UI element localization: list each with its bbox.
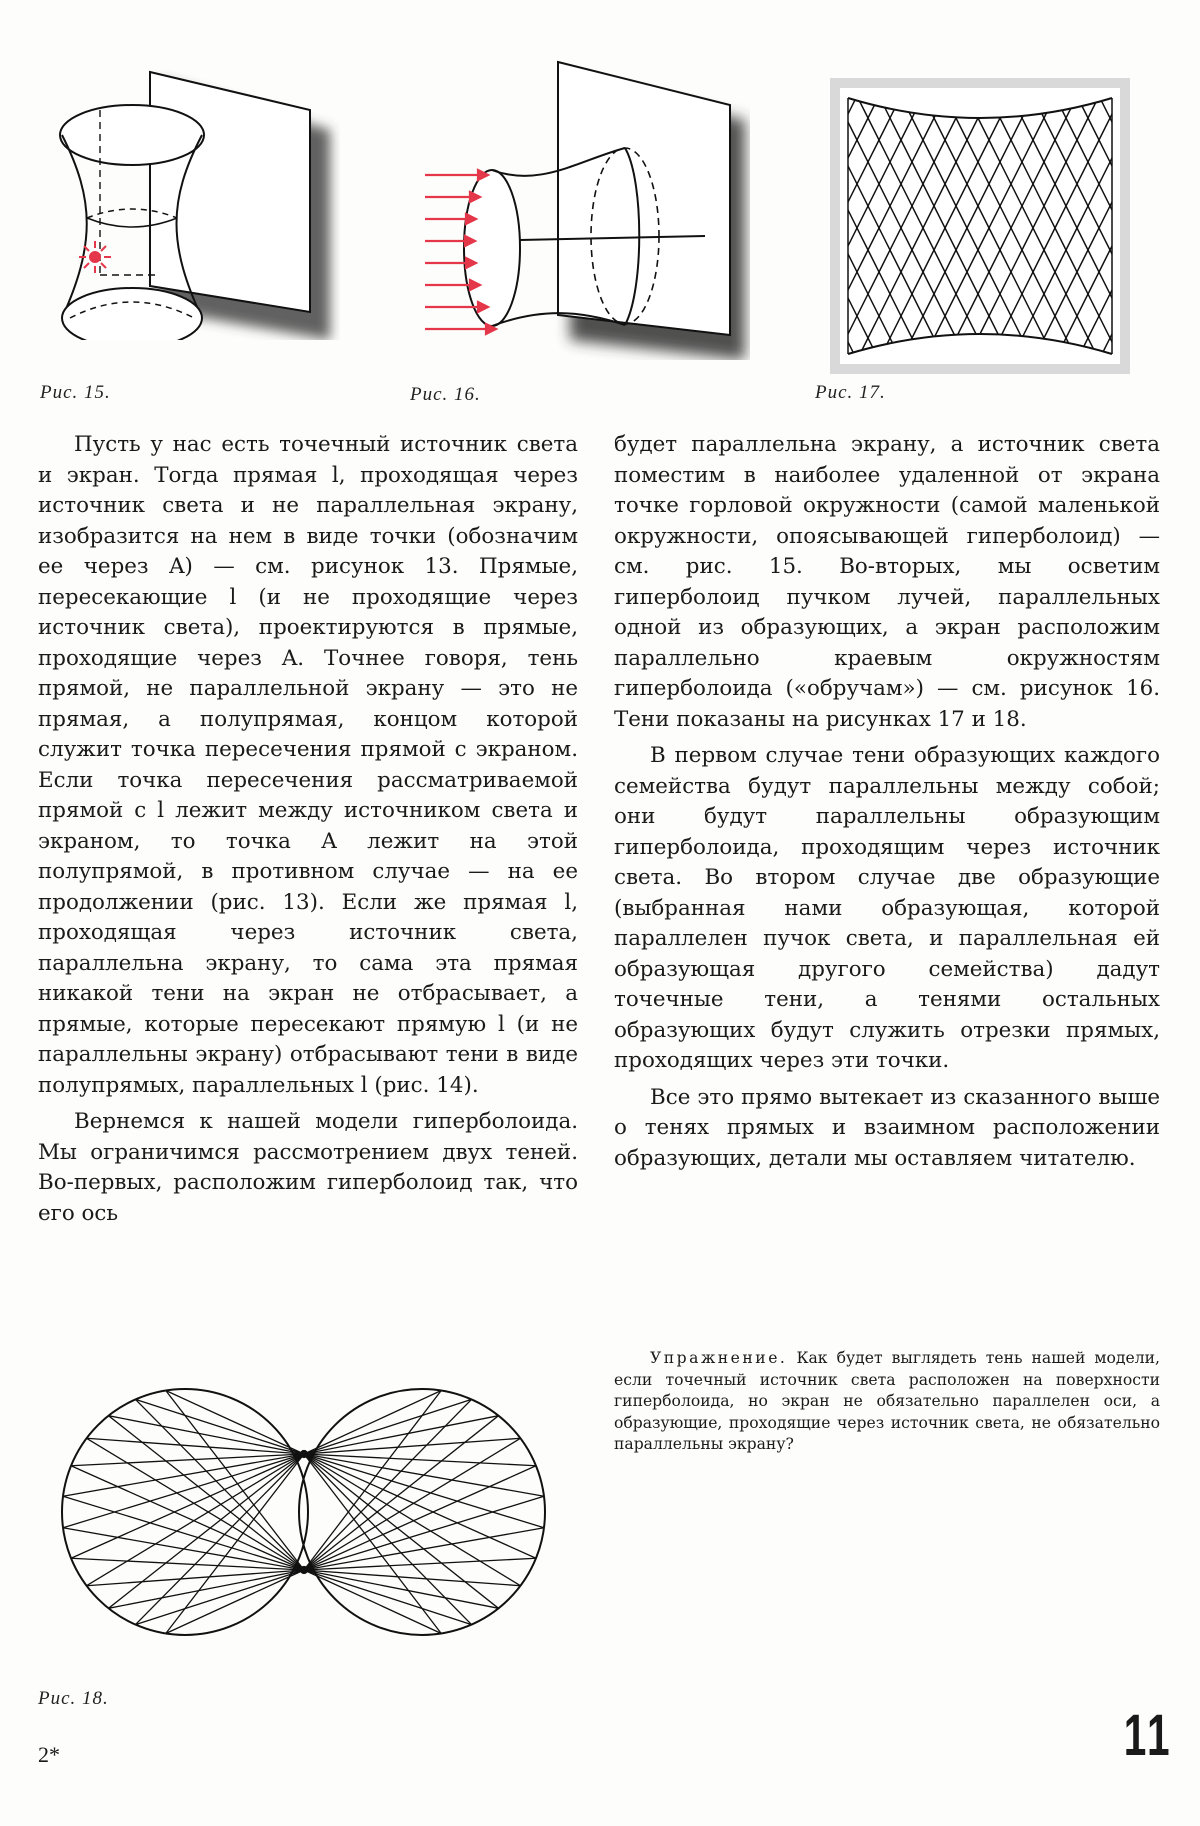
figure-17-caption: Рис. 17. — [815, 382, 886, 403]
figure-18 — [60, 1362, 550, 1662]
figure-16-caption: Рис. 16. — [410, 384, 481, 405]
figure-17 — [830, 78, 1130, 374]
shadow-segment — [109, 1416, 304, 1454]
shadow-segment — [304, 1570, 520, 1586]
shadow-segment — [304, 1399, 471, 1454]
figure-15 — [40, 50, 340, 340]
screen-panel — [150, 72, 310, 312]
paragraph: Вернемся к нашей модели гиперболоида. Мы ограничимся рассмотрением двух теней. Во-первых, расположим гиперболоид так, что его ось — [38, 1109, 578, 1226]
shadow-segment — [87, 1454, 304, 1586]
shadow-segment — [304, 1416, 498, 1454]
point-shadow — [301, 1451, 308, 1458]
figure-16 — [420, 40, 750, 360]
paragraph: Пусть у нас есть точечный источник света и экран. Тогда прямая l, проходящая через источник света и не параллельная экрану, изобразится на нем в виде точки (обозначим ее через A) — см. рисунок 13. Прямые, пересекающие l (и не проходящие через источник света), проектируются в прямые, проходящие через A. Точнее говоря, тень прямой, не параллельной экрану — это не прямая, а полупрямая, концом которой служит точка пересечения прямой с экраном. Если точка пересечения рассматриваемой прямой с l лежит между источником света и экраном, то точка A лежит на этой полупрямой, в противном случае — на ее продолжении (рис. 13). Если же прямая l, проходящая через источник света, параллельна экрану, то сама эта прямая никакой тени на экран не отбрасывает, а прямые, которые пересекают прямую l (и не параллельны экрану) отбрасывают тени в виде полупрямых, параллельных l (рис. 14). — [38, 432, 578, 1098]
shadow-segment — [304, 1438, 520, 1454]
exercise-title: Упражнение. — [650, 1349, 788, 1367]
page-number: 11 — [1123, 1703, 1172, 1768]
text-column-left — [38, 430, 578, 1235]
shadow-segment — [87, 1438, 304, 1454]
shadow-segment — [87, 1438, 304, 1570]
light-source-icon — [79, 241, 111, 273]
shadow-segment — [87, 1570, 304, 1586]
paragraph: будет параллельна экрану, а источник света поместим в наиболее удаленной от экрана точке горловой окружности (самой маленькой окружности, опоясывающей гиперболоид) — см. рис. 15. Во-вторых, мы осветим гиперболоид пучком лучей, параллельных одной из образующих, а экран расположим параллельно краевым окружностям гиперболоида («обручам») — см. рисунок 16. Тени показаны на рисунках 17 и 18. — [614, 432, 1160, 732]
shadow-segment — [304, 1454, 520, 1586]
shadow-segment — [304, 1570, 471, 1625]
exercise-text: Как будет выглядеть тень нашей модели, если точечный источник света расположен на поверхности гиперболоида, но экран не обязательно параллелен оси, а образующие, проходящие через источник света, не обязательно параллельны экрану? — [614, 1349, 1160, 1453]
figure-15-caption: Рис. 15. — [40, 382, 111, 403]
screen-panel — [558, 62, 730, 335]
signature-mark: 2* — [38, 1742, 60, 1767]
shadow-segment — [136, 1399, 304, 1454]
shadow-segment — [304, 1570, 498, 1608]
paragraph: Все это прямо вытекает из сказанного выше о тенях прямых и взаимном расположении образующих, детали мы оставляем читателю. — [614, 1084, 1160, 1171]
shadow-segment — [136, 1570, 304, 1625]
figure-18-caption: Рис. 18. — [38, 1688, 109, 1709]
exercise-block — [614, 1348, 1160, 1456]
point-shadow — [301, 1567, 308, 1574]
shadow-segment — [304, 1438, 520, 1570]
shadow-segment — [109, 1570, 304, 1608]
text-column-right — [614, 430, 1160, 1180]
paragraph: В первом случае тени образующих каждого семейства будут параллельны между собой; они будут параллельны образующим гиперболоида, проходящим через источник света. Во втором случае две образующие (выбранная нами образующая, которой параллелен пучок света, и параллельная ей образующая другого семейства) дадут точечные тени, а тенями остальных образующих будут служить отрезки прямых, проходящих через эти точки. — [614, 743, 1160, 1073]
